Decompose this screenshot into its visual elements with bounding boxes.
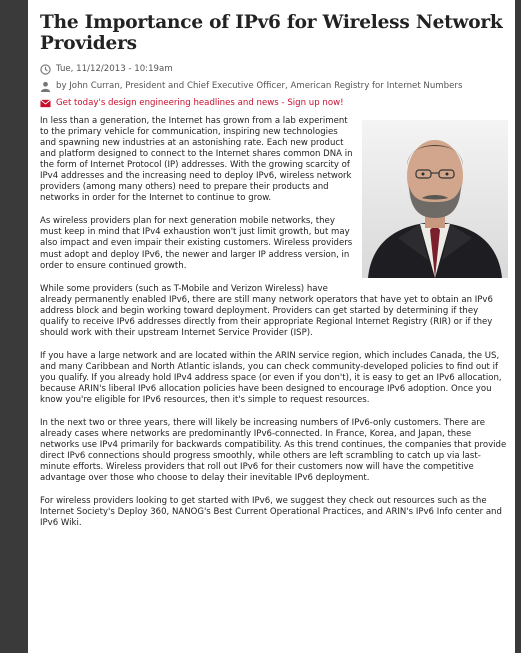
article-content — [40, 12, 508, 542]
article-page — [28, 0, 515, 653]
signup-row — [40, 95, 508, 112]
article-date-row — [40, 61, 508, 78]
article-paragraph: As wireless providers plan for next generation mobile networks, they must keep in mind that IPv4 exhaustion won't just limit growth, but may also impact and even impair their existing customers. Wireless providers must adopt and deploy IPv6, the newer and larger IP address version, in order to ensure continued growth. — [40, 216, 353, 271]
article-paragraph: In less than a generation, the Internet has grown from a lab experiment to the primary vehicle for communication, inspiring new technologies and spawning new industries at an astonishing rate. Each new product and platform designed to connect to the Internet shares common DNA in the form of Internet Protocol (IP) addresses. With the growing scarcity of IPv4 addresses and the increasing need to deploy IPv6, wireless network providers (among many others) need to prepare their products and networks in order for the Internet to continue to grow. — [40, 116, 353, 204]
person-icon — [40, 81, 51, 92]
article-byline: by John Curran, President and Chief Executive Officer, American Registry for Internet Numbers — [56, 81, 463, 91]
article-paragraph: While some providers (such as T-Mobile and Verizon Wireless) have already permanently enabled IPv6, there are still many network operators that have yet to obtain an IPv6 address block and begin working toward deployment. Providers can get started by determining if they qualify to receive IPv6 addresses directly from their appropriate Regional Internet Registry (RIR) or if they should work with their upstream Internet Service Provider (ISP). — [40, 283, 493, 338]
envelope-icon — [40, 98, 51, 109]
article-paragraph: If you have a large network and are located within the ARIN service region, which includes Canada, the US, and many Caribbean and North Atlantic islands, you can check community-developed policies to find out if you qualify. If you already hold IPv4 address space (or even if you don't), it is easy to get an IPv6 allocation, because ARIN's liberal IPv6 allocation policies have been designed to encourage IPv6 adoption. Once you know you're eligible for IPv6 resources, then it's simple to request resources. — [40, 350, 502, 406]
article-title: The Importance of IPv6 for Wireless Network Providers — [40, 12, 503, 54]
author-portrait-photo — [362, 120, 508, 278]
article-meta — [40, 61, 508, 112]
article-date: Tue, 11/12/2013 - 10:19am — [56, 64, 173, 74]
article-paragraph: In the next two or three years, there will likely be increasing numbers of IPv6-only customers. There are already cases where networks are predominantly IPv6-connected. In France, Korea, and Japan, these networks use IPv4 primarily for backwards compatibility. As this trend continues, the companies that provide direct IPv6 connections should progress smoothly, while others are left scrambling to catch up via last-minute efforts. Wireless providers that roll out IPv6 for their customers now will have the competitive advantage over those who choose to delay their inevitable IPv6 deployment. — [40, 418, 507, 484]
article-body — [40, 116, 508, 530]
article-byline-row — [40, 78, 508, 95]
clock-icon — [40, 64, 51, 75]
signup-link[interactable]: Get today's design engineering headlines and news - Sign up now! — [56, 98, 344, 108]
article-paragraph: For wireless providers looking to get started with IPv6, we suggest they check out resources such as the Internet Society's Deploy 360, NANOG's Best Current Operational Practices, and ARIN's IPv6 Info center and IPv6 Wiki. — [40, 496, 502, 529]
